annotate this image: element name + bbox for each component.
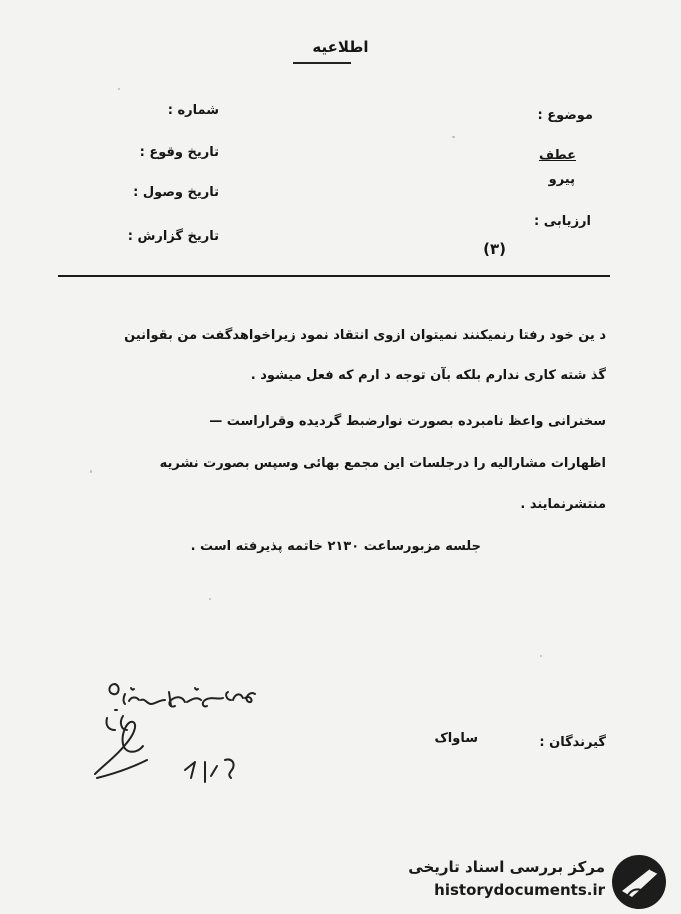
paper-speck [540,655,542,657]
subject-label: موضوع : [537,108,593,123]
receivers-label: گیرندگان : [539,735,606,750]
body-line-3: سخنرانی واعظ نامبرده بصورت نوارضبط گردیده وقراراست — [209,414,606,429]
paper-speck [118,88,120,90]
document-title: اطلاعیه [312,38,369,56]
paper-speck [90,470,92,473]
following-label: پیرو [548,172,575,187]
scroll-logo-icon [610,853,668,911]
body-line-2: گذ شته کاری ندارم بلکه بآن توجه د ارم که فعل میشود . [250,368,606,383]
receipt-date-label: تاریخ وصول : [133,185,219,200]
body-line-1: د ین خود رفتا رنمیکنند نمیتوان ازوی انتقاد نمود زیراخواهدگفت من بقوانین [124,328,606,343]
reference-label: عطف [538,148,576,163]
occurrence-date-label: تاریخ وقوع : [139,145,219,160]
receivers-value: ساواک [434,731,478,746]
watermark-site: historydocuments.ir [434,881,605,899]
paper-speck [209,598,211,600]
number-label: شماره : [167,103,219,118]
body-line-5: منتشرنمایند . [520,497,606,512]
watermark-name: مرکز بررسی اسناد تاریخی [408,858,605,876]
header-divider [58,275,610,277]
evaluation-label: ارزیابی : [534,214,591,229]
title-underline [293,62,351,64]
page-number: (۳) [483,240,506,258]
handwritten-annotation [85,670,265,795]
report-date-label: تاریخ گزارش : [127,229,219,244]
body-line-6: جلسه مزبورساعت ۲۱۳۰ خاتمه پذیرفته است . [190,539,481,554]
body-line-4: اظهارات مشارالیه را درجلسات این مجمع بهائی وسپس بصورت نشریه [159,456,606,471]
paper-speck [452,136,455,138]
